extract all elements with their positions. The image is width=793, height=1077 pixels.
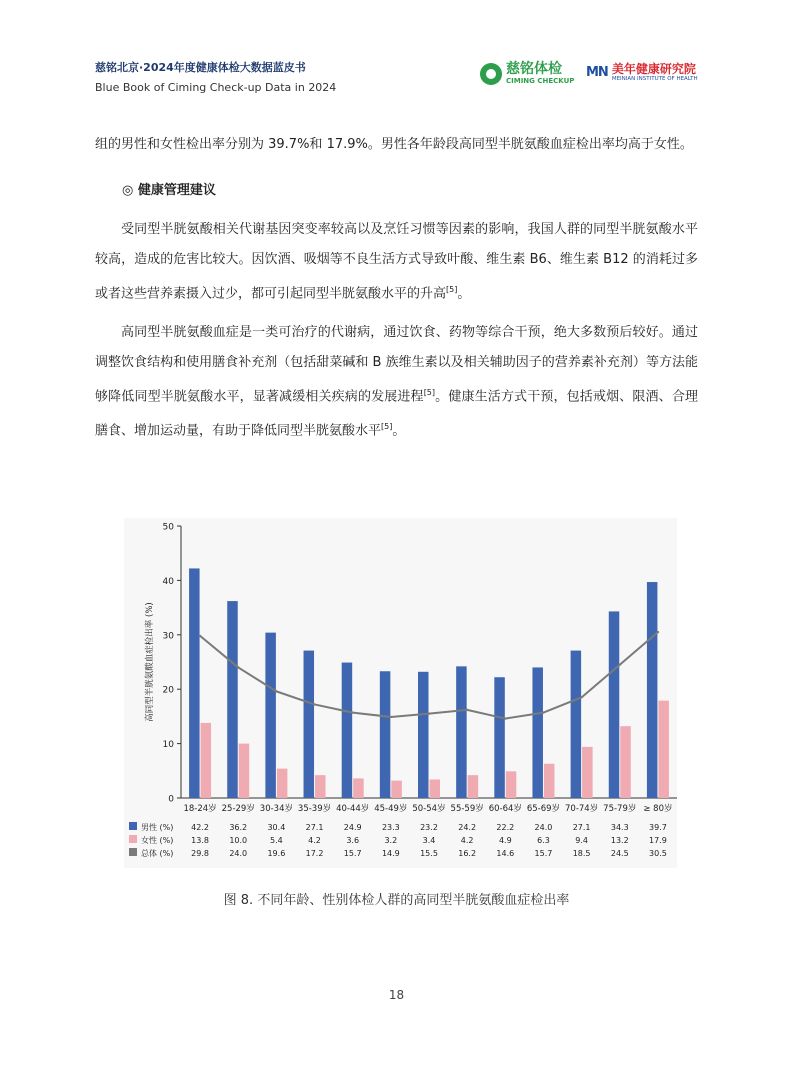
y-tick-label: 30 [162,631,174,642]
table-cell: 39.7 [649,823,667,832]
table-cell: 18.5 [572,849,591,858]
point-total [504,717,506,719]
table-cell: 27.1 [572,823,591,832]
hhcy-detection-rate-chart [124,518,677,868]
header-subtitle: Blue Book of Ciming Check-up Data in 2024 [95,81,337,94]
chart-panel [124,518,677,868]
point-total [199,635,201,637]
bar-male [456,666,467,798]
bar-male [532,667,543,798]
bar-female [620,726,631,798]
paragraph-2-text: 受同型半胱氨酸相关代谢基因突变率较高以及烹饪习惯等因素的影响，我国人群的同型半胱氨酸水平较高，造成的危害比较大。因饮酒、吸烟等不良生活方式导致叶酸、维生素 B6、维生素 B12 的消耗过多或者这些营养素摄入过少，都可引起同型半胱氨酸水平的升高 [95,222,698,302]
page-number: 18 [388,988,405,1002]
bar-male [189,568,200,798]
ciming-logo [480,62,574,85]
section-heading: ◎ 健康管理建议 [122,183,216,198]
table-cell: 30.5 [649,849,667,858]
bar-female [239,744,250,798]
table-cell: 27.1 [305,823,324,832]
table-cell: 4.2 [308,836,321,845]
table-cell: 23.3 [381,823,400,832]
point-total [428,712,430,714]
table-cell: 13.2 [610,836,629,845]
table-cell: 23.2 [420,823,438,832]
table-cell: 10.0 [229,836,248,845]
ciming-logo-cn: 慈铭体检 [506,61,562,77]
point-total [313,703,315,705]
x-tick-label: 70-74岁 [565,804,599,814]
table-cell: 15.7 [343,849,362,858]
bar-female [582,747,593,798]
table-cell: 16.2 [458,849,477,858]
paragraph-3-end: 。 [392,423,406,439]
meinian-logo-en: MEINIAN INSTITUTE OF HEALTH [611,76,698,82]
bar-male [647,582,658,798]
bar-female [277,769,288,798]
bar-female [353,778,364,798]
x-tick-label: 45-49岁 [374,804,408,814]
y-tick-label: 50 [162,522,174,533]
point-total [351,711,353,713]
meinian-logo-icon: MN [586,65,608,81]
x-tick-label: 55-59岁 [450,804,484,814]
table-cell: 4.9 [498,836,512,845]
bar-female [506,771,517,798]
paragraph-1: 组的男性和女性检出率分别为 39.7%和 17.9%。男性各年龄段高同型半胱氨酸血症检出率均高于女性。 [95,137,693,152]
bar-female [201,723,212,798]
paragraph-3-text-a: 高同型半胱氨酸血症是一类可治疗的代谢病，通过饮食、药物等综合干预，绝大多数预后较好。通过调整饮食结构和使用膳食补充剂（包括甜菜碱和 B 族维生素以及相关辅助因子的营养素补充剂）等方法能够降低同型半胱氨酸水平，显著减缓相关疾病的发展进程 [95,325,698,405]
meinian-logo-cn: 美年健康研究院 [611,62,696,76]
table-cell: 6.3 [537,836,550,845]
citation-ref[interactable]: [5] [446,285,458,294]
citation-ref[interactable]: [5] [423,388,436,397]
y-tick-label: 0 [168,794,174,805]
legend-label: 男性 (%) [141,823,174,832]
point-total [390,716,392,718]
ciming-logo-icon [480,63,502,85]
point-total [619,664,621,666]
meinian-logo [586,63,698,83]
table-cell: 13.8 [191,836,209,845]
table-cell: 4.2 [460,836,474,845]
point-total [580,696,582,698]
paragraph-3-text-b: 。健康生活方式干预，包括戒烟、限酒、合理膳食、增加运动量，有助于降低同型半胱氨酸水平 [95,389,698,439]
point-total [275,690,277,692]
x-tick-label: 35-39岁 [297,804,332,814]
x-tick-label: 25-29岁 [221,804,255,814]
table-cell: 24.2 [458,823,477,832]
table-cell: 34.3 [610,823,629,832]
y-axis-title: 高同型半胱氨酸血症检出率 (%) [145,602,155,722]
paragraph-2 [95,215,698,309]
x-tick-label: 18-24岁 [183,804,217,814]
bar-male [494,677,505,798]
x-tick-label: 60-64岁 [488,804,522,814]
table-cell: 19.6 [267,849,286,858]
bar-male [304,651,315,798]
table-cell: 24.5 [610,849,629,858]
bar-female [315,775,326,798]
table-cell: 3.2 [384,836,398,845]
ciming-logo-en: CIMING CHECKUP [506,77,575,85]
x-tick-label: 30-34岁 [259,804,293,814]
bar-male [418,672,429,798]
header-title: 慈铭北京·2024年度健康体检大数据蓝皮书 [95,61,306,74]
point-total [542,711,544,713]
paragraph-3 [95,318,698,447]
legend-label: 女性 (%) [141,836,174,845]
bar-male [227,601,238,798]
bar-female [430,780,441,798]
x-tick-label: 50-54岁 [412,804,446,814]
table-cell: 3.4 [422,836,436,845]
table-cell: 9.4 [575,836,588,845]
table-cell: 29.8 [191,849,209,858]
table-cell: 17.2 [305,849,324,858]
legend-swatch-bar [129,835,137,843]
y-tick-label: 40 [162,576,174,587]
bar-male [609,611,620,798]
table-cell: 42.2 [191,823,209,832]
table-cell: 15.7 [534,849,553,858]
y-tick-label: 10 [162,740,174,751]
table-cell: 22.2 [496,823,515,832]
x-tick-label: 75-79岁 [603,804,637,814]
table-cell: 15.5 [420,849,438,858]
bar-female [658,701,669,798]
x-tick-label: ≥ 80岁 [643,804,673,814]
bar-female [544,764,555,798]
x-tick-label: 40-44岁 [336,804,370,814]
table-cell: 24.0 [534,823,553,832]
bar-male [571,651,582,798]
table-cell: 30.4 [267,823,286,832]
table-cell: 36.2 [229,823,248,832]
bar-female [391,781,402,798]
paragraph-2-end: 。 [457,286,471,302]
x-tick-label: 65-69岁 [526,804,561,814]
bar-female [468,775,479,798]
table-cell: 3.6 [346,836,360,845]
table-cell: 24.0 [229,849,248,858]
point-total [657,631,659,633]
bar-male [265,633,276,798]
table-cell: 5.4 [270,836,283,845]
bar-male [342,663,353,798]
table-cell: 17.9 [649,836,667,845]
table-cell: 14.6 [496,849,515,858]
legend-swatch-line [129,848,137,856]
bar-male [380,671,391,798]
figure-caption: 图 8. 不同年龄、性别体检人群的高同型半胱氨酸血症检出率 [223,893,570,908]
legend-swatch-bar [129,822,137,830]
citation-ref[interactable]: [5] [381,422,393,432]
table-cell: 24.9 [343,823,362,832]
table-cell: 14.9 [381,849,400,858]
y-tick-label: 20 [162,685,174,696]
legend-label: 总体 (%) [141,849,174,858]
point-total [466,709,468,711]
point-total [237,666,239,668]
